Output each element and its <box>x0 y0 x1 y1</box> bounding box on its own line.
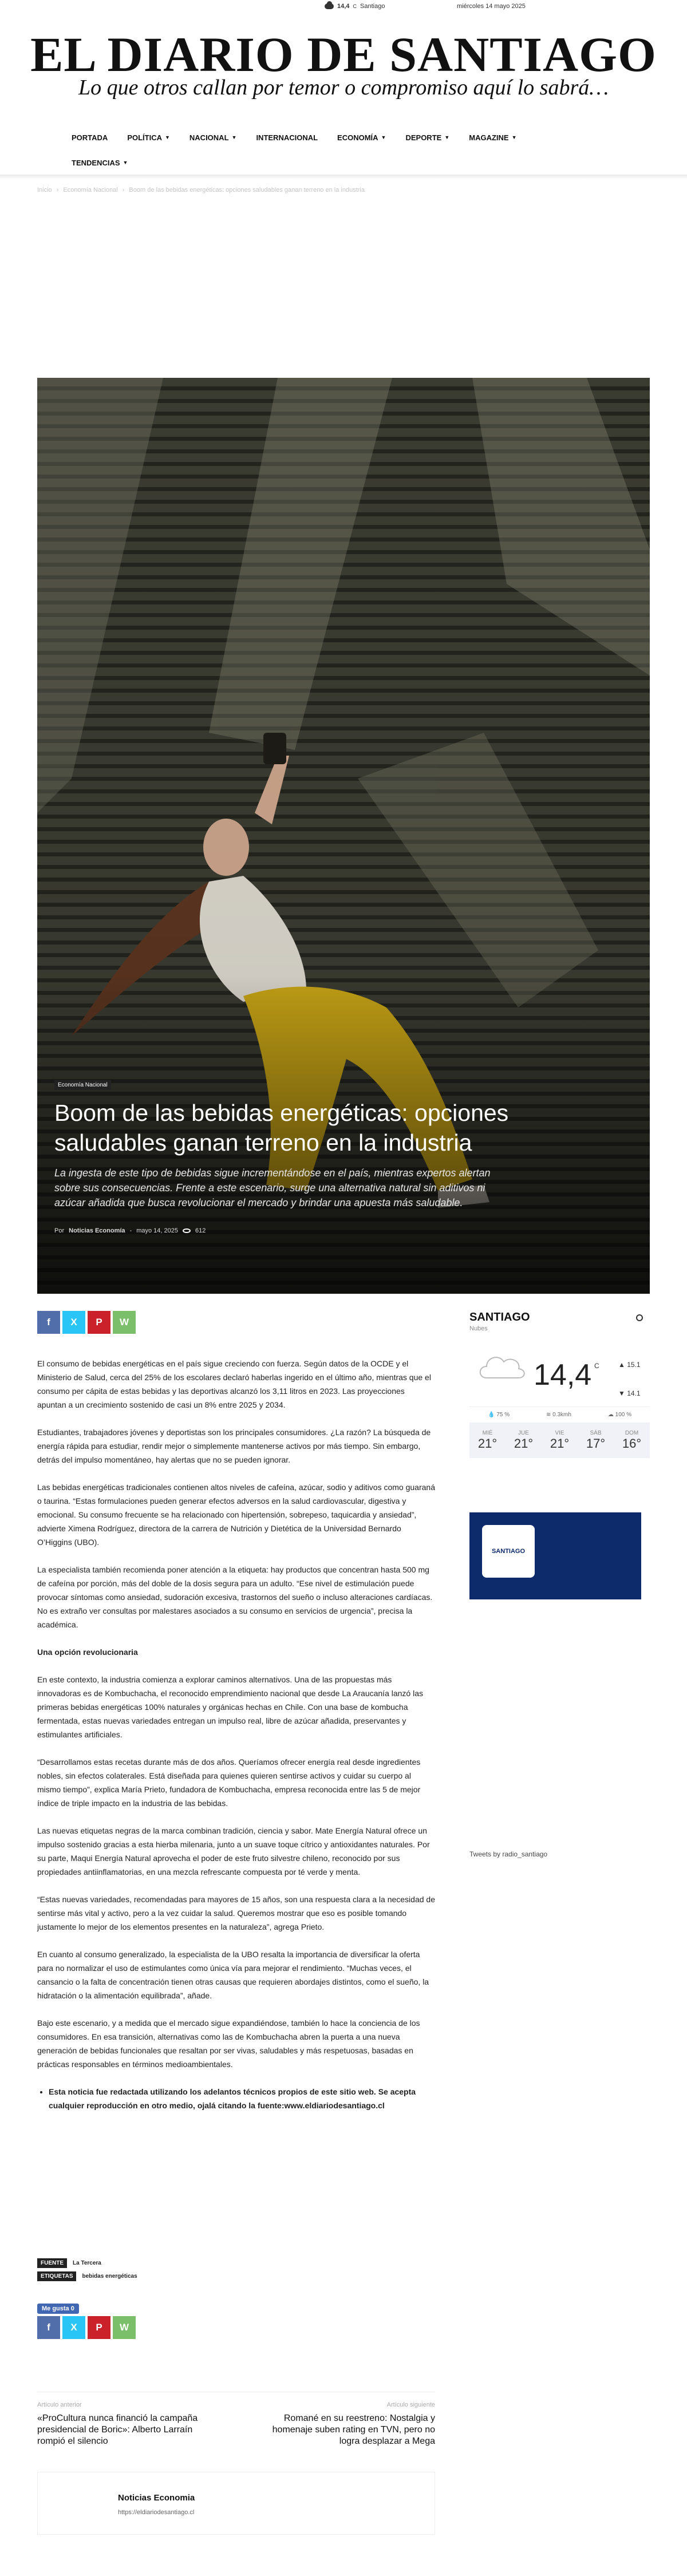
nav-label: DEPORTE <box>405 133 442 142</box>
top-bar <box>0 0 687 14</box>
paragraph: Estudiantes, trabajadores jóvenes y deportistas son los principales consumidores. ¿La razón? La búsqueda de energía rápida para estudiar, rendir mejor o simplemente mantenerse activos por más tiempo. Sin embargo, detrás del impulso momentáneo, hay alertas que no se pueden ignorar. <box>37 1428 431 1464</box>
nav-item-politica[interactable] <box>127 133 170 142</box>
paragraph: “Estas nuevas variedades, recomendadas para mayores de 15 años, son una respuesta clara a la necesidad de sentirse más vital y activo, pero a la vez cuidar la salud. Queremos mostrar que eso es posible tomando justamente lo mejor de los elementos presentes en la naturaleza”, agrega Prieto. <box>37 1895 435 1931</box>
view-count: 612 <box>195 1227 206 1234</box>
byline-prefix: Por <box>54 1227 65 1234</box>
topbar-temp-unit: C <box>353 3 357 9</box>
weather-stats <box>469 1406 650 1423</box>
hero-content <box>54 1079 547 1234</box>
humidity-stat: 💧 75 % <box>487 1412 510 1418</box>
breadcrumb-current: Boom de las bebidas energéticas: opciones saludables ganan terreno en la industria <box>129 187 365 193</box>
nav-item-internacional[interactable] <box>256 133 318 142</box>
main-nav <box>72 125 621 175</box>
nav-item-nacional[interactable] <box>189 133 237 142</box>
article-body <box>37 1357 435 2117</box>
weather-unit: C <box>594 1362 599 1370</box>
reproduction-note: • Esta noticia fue redactada utilizando los adelantos técnicos propios de este sitio web. Se acepta cualquier reproducción en otro medio, ojalá citando la fuente:www.eldiariodesantiago.cl <box>49 2085 435 2112</box>
paragraph: Bajo este escenario, y a medida que el mercado sigue expandiéndose, también lo hace la conciencia de los consumidores. En esa transición, alternativas como las de Kombuchacha abren la puerta a una nueva generación de bebidas funcionales que resaltan por ser vivas, saludables y más respetuosas, basadas en prácticas responsables en términos medioambientales. <box>37 2018 420 2069</box>
nav-divider <box>0 175 687 179</box>
nav-label: ECONOMÍA <box>337 133 378 142</box>
forecast-day-temp: 16° <box>622 1436 642 1451</box>
forecast-day-temp: 21° <box>477 1436 498 1451</box>
clouds-stat: ☁ 100 % <box>607 1412 632 1418</box>
nav-label: INTERNACIONAL <box>256 133 318 142</box>
article-meta <box>54 1227 547 1234</box>
source-label: FUENTE <box>37 2258 67 2268</box>
breadcrumb-category[interactable]: Economía Nacional <box>63 187 118 193</box>
share-buttons-top <box>37 1311 136 1334</box>
next-kicker: Artículo siguiente <box>386 2401 435 2408</box>
paragraph: En este contexto, la industria comienza a explorar caminos alternativos. Una de las propuestas más innovadoras es de Kombuchacha, el reconocido emprendimiento nacional que desde La Araucanía lanzó las primeras bebidas energéticas 100% naturales y orgánicas hechas en Chile. Con una base de kombucha fermentada, estas nuevas variedades entregan un impulso real, libre de azúcar añadida, preservantes y estimulantes artificiales. <box>37 1675 424 1739</box>
masthead <box>0 27 687 100</box>
topbar-city: Santiago <box>360 3 385 10</box>
sidebar-ad[interactable] <box>469 1512 641 1599</box>
hero-image <box>37 378 650 1294</box>
forecast-day <box>550 1430 569 1451</box>
site-title[interactable]: EL DIARIO DE SANTIAGO <box>30 27 657 82</box>
weather-low: ▼ 14.1 <box>618 1389 641 1397</box>
nav-label: NACIONAL <box>189 133 229 142</box>
cloud-icon <box>325 3 334 9</box>
article-date: mayo 14, 2025 <box>136 1227 178 1234</box>
humidity-value: 75 % <box>496 1412 510 1418</box>
forecast-day-name: JUE <box>518 1429 529 1436</box>
forecast-day <box>586 1430 605 1451</box>
nav-item-portada[interactable] <box>72 133 108 142</box>
forecast-day-temp: 21° <box>514 1436 534 1451</box>
nav-label: POLÍTICA <box>127 133 162 142</box>
weather-temp: 14,4 <box>534 1358 592 1392</box>
forecast-day <box>622 1430 641 1451</box>
paragraph: Las bebidas energéticas tradicionales contienen altos niveles de cafeína, azúcar, sodio y aditivos como guaraná o taurina. “Estas formulaciones pueden generar efectos adversos en la salud cardiovascular, digestiva y emocional. Su consumo frecuente se ha relacionado con hipertensión, sobrepeso, taquicardia y ansiedad”, advierte Ximena Rodríguez, directora de la carrera de Nutrición y Dietética de la Universidad Bernardo O’Higgins (UBO). <box>37 1483 435 1547</box>
forecast-day <box>514 1430 533 1451</box>
weather-description: Nubes <box>469 1325 488 1332</box>
nav-item-magazine[interactable] <box>469 133 516 142</box>
category-badge[interactable]: Economía Nacional <box>54 1080 111 1090</box>
weather-city: SANTIAGO <box>469 1311 530 1323</box>
author-link[interactable]: Noticias Economía <box>69 1227 125 1234</box>
site-tagline: Lo que otros callan por temor o compromiso aquí lo sabrá… <box>78 76 609 100</box>
previous-title[interactable]: «ProCultura nunca financió la campaña presidencial de Boric»: Alberto Larraín rompió el silencio <box>37 2413 198 2446</box>
weather-high-value: 15.1 <box>627 1361 641 1369</box>
tag-link[interactable]: bebidas energéticas <box>82 2273 137 2279</box>
x-share-button[interactable]: X <box>62 1311 85 1334</box>
chevron-down-icon: ▼ <box>231 135 237 140</box>
nav-label: TENDENCIAS <box>72 158 120 167</box>
paragraph: “Desarrollamos estas recetas durante más de dos años. Queríamos ofrecer energía real desde ingredientes nobles, sin efectos colaterales. Está diseñada para quienes quieren sentirse activos y cuidar su cuerpo al mismo tiempo”, explica María Prieto, fundadora de Kombuchacha, empresa reconocida entre las 5 de mejor índice de triple impacto en la industria de las bebidas. <box>37 1757 421 1808</box>
weather-low-value: 14.1 <box>627 1389 641 1397</box>
weather-high: ▲ 15.1 <box>618 1361 641 1369</box>
source-row <box>37 2258 101 2268</box>
clouds-value: 100 % <box>615 1412 632 1418</box>
pinterest-share-button[interactable]: P <box>88 1311 110 1334</box>
chevron-down-icon: ▼ <box>123 160 128 165</box>
paragraph: En cuanto al consumo generalizado, la especialista de la UBO resalta la importancia de diversificar la oferta para no normalizar el uso de estimulantes como única vía para mejorar el rendimiento. “Muchas veces, el cansancio o la falta de concentración tienen otras causas que requieren abordajes distintos, como el sueño, la hidratación o la alimentación equilibrada”, añade. <box>37 1950 429 2000</box>
chevron-down-icon: ▼ <box>444 135 450 140</box>
breadcrumb-home[interactable]: Inicio <box>37 187 52 193</box>
breadcrumb <box>37 187 365 193</box>
nav-item-deporte[interactable] <box>405 133 449 142</box>
paragraph: Las nuevas etiquetas negras de la marca combinan tradición, ciencia y sabor. Mate Energía Natural ofrece un impulso sostenido gracias a esta hierba milenaria, junto a un suave toque cítrico y antioxidantes naturales. Por su parte, Maqui Energía Natural aprovecha el poder de este fruto silvestre chileno, reconocido por sus propiedades antiinflamatorias, en una mezcla refrescante compuesta por té verde y menta. <box>37 1826 430 1876</box>
forecast-day-temp: 21° <box>550 1436 570 1451</box>
topbar-temp: 14,4 <box>337 3 350 10</box>
location-icon[interactable] <box>636 1314 643 1321</box>
weather-forecast <box>469 1423 650 1458</box>
forecast-day-temp: 17° <box>586 1436 606 1451</box>
forecast-day-name: VIE <box>555 1429 564 1436</box>
chevron-down-icon: ▼ <box>511 135 517 140</box>
chevron-down-icon: ▼ <box>164 135 170 140</box>
author-url[interactable]: https://eldiariodesantiago.cl <box>118 2509 195 2516</box>
topbar-weather <box>325 3 385 10</box>
article-navigation <box>37 2392 435 2455</box>
breadcrumb-separator: › <box>56 187 59 193</box>
paragraph: La especialista también recomienda poner atención a la etiqueta: hay productos que concentran hasta 500 mg de cafeína por porción, más del doble de la dosis segura para un adulto. “Ese nivel de estimulación puede provocar síntomas como ansiedad, sudoración excesiva, trastornos del sueño o incluso alteraciones cardíacas. No es extraño ver consultas por malestares asociados a su consumo en servicios de urgencia”, precisa la académica. <box>37 1565 433 1629</box>
paragraph: El consumo de bebidas energéticas en el país sigue creciendo con fuerza. Según datos de la OCDE y el Ministerio de Salud, cerca del 25% de los escolares declaró haberlas ingerido en el último año, mientras que el consumo per cápita de estas bebidas y las deportivas alcanzó los 3,11 litros en 2023. Las proyecciones apuntan a un crecimiento sostenido de casi un 8% entre 2025 y 2034. <box>37 1359 431 1409</box>
share-buttons-bottom <box>37 2316 136 2339</box>
next-title[interactable]: Romané en su reestreno: Nostalgia y homenaje suben rating en TVN, pero no logra desplazar a Mega <box>272 2413 435 2446</box>
section-heading: Una opción revolucionaria <box>37 1647 138 1657</box>
separator: - <box>129 1227 132 1234</box>
author-name[interactable]: Noticias Economia <box>118 2493 195 2503</box>
eye-icon <box>183 1228 191 1233</box>
forecast-day-name: SÁB <box>590 1429 602 1436</box>
nav-label: MAGAZINE <box>469 133 509 142</box>
facebook-share-button[interactable]: f <box>37 1311 60 1334</box>
breadcrumb-separator: › <box>122 187 125 193</box>
wind-stat: ≋ 0.3kmh <box>546 1412 571 1418</box>
whatsapp-share-button[interactable]: W <box>113 2316 136 2339</box>
forecast-day-name: MIÉ <box>482 1429 493 1436</box>
previous-kicker: Artículo anterior <box>37 2401 82 2408</box>
ad-logo: SANTIAGO <box>482 1525 535 1578</box>
pinterest-share-button[interactable]: P <box>88 2316 110 2339</box>
weather-widget <box>469 1311 650 1458</box>
article-title: Boom de las bebidas energéticas: opciones saludables ganan terreno en la industria <box>54 1100 509 1156</box>
tags-label: ETIQUETAS <box>37 2271 76 2281</box>
note-list <box>49 2085 435 2112</box>
facebook-like-button[interactable]: Me gusta 0 <box>37 2304 79 2314</box>
whatsapp-share-button[interactable]: W <box>113 1311 136 1334</box>
nav-label: PORTADA <box>72 133 108 142</box>
forecast-day-name: DOM <box>625 1429 639 1436</box>
x-share-button[interactable]: X <box>62 2316 85 2339</box>
nav-item-economia[interactable] <box>337 133 386 142</box>
next-article[interactable] <box>263 2401 435 2447</box>
facebook-share-button[interactable]: f <box>37 2316 60 2339</box>
author-box <box>37 2472 435 2535</box>
cloud-icon <box>475 1349 527 1384</box>
weather-current <box>469 1332 650 1406</box>
article-subtitle: La ingesta de este tipo de bebidas sigue incrementándose en el país, mientras expertos alertan sobre sus consecuencias. Frente a este escenario, surge una alternativa natural sin aditivos ni azúcar añadida que busca revolucionar el mercado y brindar una apuesta más saludable. <box>54 1167 491 1208</box>
wind-value: 0.3kmh <box>552 1412 571 1418</box>
twitter-timeline-link[interactable]: Tweets by radio_santiago <box>469 1850 548 1858</box>
previous-article[interactable] <box>37 2401 209 2447</box>
topbar-date: miércoles 14 mayo 2025 <box>457 3 526 10</box>
forecast-day <box>478 1430 497 1451</box>
source-value[interactable]: La Tercera <box>73 2260 101 2266</box>
tags-row <box>37 2271 137 2281</box>
nav-item-tendencias[interactable] <box>72 159 128 167</box>
chevron-down-icon: ▼ <box>381 135 386 140</box>
